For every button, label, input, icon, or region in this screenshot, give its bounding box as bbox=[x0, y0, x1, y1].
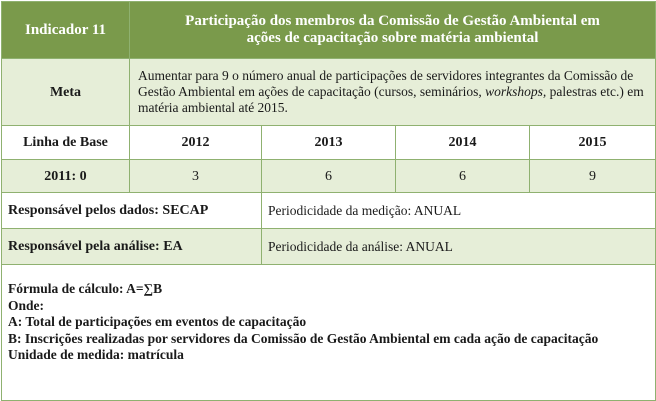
analysis-responsible bbox=[2, 229, 262, 265]
formula-block bbox=[2, 265, 656, 401]
formula-def-a: A: Total de participações em eventos de capacitação bbox=[8, 314, 307, 329]
value-2013: 6 bbox=[262, 160, 396, 193]
year-header-2014: 2014 bbox=[396, 126, 530, 160]
meta-text-part1: Aumentar para 9 o número anual de participações de servidores integrantes da Comissão de Gestão Ambiental em ações de capacitação (cursos, seminários, bbox=[138, 68, 634, 99]
analysis-responsible-value: EA bbox=[163, 239, 183, 254]
formula-row bbox=[2, 265, 656, 401]
data-responsibility-row bbox=[2, 193, 656, 229]
measure-periodicity: Periodicidade da medição: ANUAL bbox=[262, 193, 656, 229]
value-2015: 9 bbox=[530, 160, 656, 193]
formula-def-b: B: Inscrições realizadas por servidores da Comissão de Gestão Ambiental em cada ação de capacitação bbox=[8, 330, 599, 346]
meta-label: Meta bbox=[2, 59, 130, 126]
analysis-responsibility-row bbox=[2, 229, 656, 265]
year-header-2015: 2015 bbox=[530, 126, 656, 160]
data-responsible-value: SECAP bbox=[162, 203, 209, 218]
meta-text-italic: workshops, bbox=[485, 84, 547, 99]
meta-text-part2: palestras etc.) em matéria ambiental até 2015. bbox=[138, 84, 644, 115]
baseline-header-row bbox=[2, 126, 656, 160]
unit-of-measure: Unidade de medida: matrícula bbox=[8, 347, 184, 362]
year-header-2013: 2013 bbox=[262, 126, 396, 160]
value-2012: 3 bbox=[130, 160, 262, 193]
title-line-1: Participação dos membros da Comissão de Gestão Ambiental em bbox=[185, 13, 600, 29]
baseline-header: Linha de Base bbox=[2, 126, 130, 160]
header-row bbox=[2, 2, 656, 59]
meta-text bbox=[130, 59, 656, 126]
data-responsible bbox=[2, 193, 262, 229]
baseline-value: 2011: 0 bbox=[2, 160, 130, 193]
indicator-label: Indicador 11 bbox=[2, 2, 130, 59]
data-responsible-label: Responsável pelos dados: bbox=[8, 203, 159, 218]
analysis-responsible-label: Responsável pela análise: bbox=[8, 239, 160, 254]
value-2014: 6 bbox=[396, 160, 530, 193]
year-header-2012: 2012 bbox=[130, 126, 262, 160]
analysis-periodicity: Periodicidade da análise: ANUAL bbox=[262, 229, 656, 265]
formula-where: Onde: bbox=[8, 297, 45, 313]
title-line-2: ações de capacitação sobre matéria ambiental bbox=[246, 30, 539, 46]
indicator-table bbox=[1, 1, 656, 401]
meta-row bbox=[2, 59, 656, 126]
indicator-title bbox=[130, 2, 656, 59]
formula-line: Fórmula de cálculo: A=∑B bbox=[8, 281, 163, 296]
baseline-values-row bbox=[2, 160, 656, 193]
